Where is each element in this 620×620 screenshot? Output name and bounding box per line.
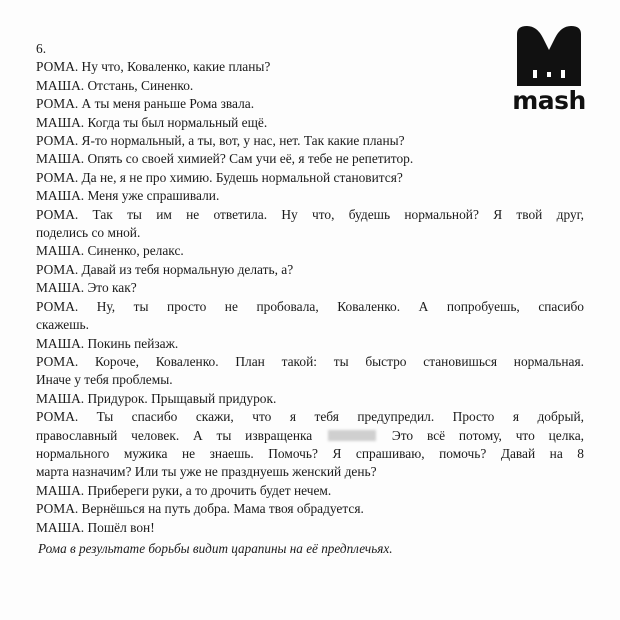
dialogue-line: МАША. Прибереги руки, а то дрочить будет нечем. [36,482,332,498]
scene-number: 6. [36,41,47,56]
dialogue-line: МАША. Это как? [36,280,137,296]
dialogue-line: Иначе у тебя проблемы. [36,372,173,388]
redacted-word [328,430,376,441]
dialogue-line: МАША. Покинь пейзаж. [36,335,179,351]
dialogue-line: РОМА. Давай из тебя нормальную делать, а? [36,261,294,277]
dialogue-line: скажешь. [36,317,89,333]
dialogue-line: РОМА. Да не, я не про химию. Будешь нормальной становится? [36,169,403,185]
dialogue-line: МАША. Меня уже спрашивали. [36,188,220,204]
stage-direction: Рома в результате борьбы видит царапины на её предплечьях. [38,541,393,556]
dialogue-line: МАША. Пошёл вон! [36,519,155,535]
dialogue-line: РОМА. Вернёшься на путь добра. Мама твоя обрадуется. [36,501,364,517]
dialogue-line: РОМА. Так ты им не ответила. Ну что, будешь нормальной? Я твой друг, [36,206,584,222]
dialogue-line: марта назначим? Или ты уже не празднуешь женский день? [36,464,377,480]
dialogue-line: РОМА. Ну что, Коваленко, какие планы? [36,59,271,75]
dialogue-line: РОМА. Ты спасибо скажи, что я тебя предупредил. Просто я добрый, [36,409,584,425]
dialogue-line: МАША. Опять со своей химией? Сам учи её, я тебе не репетитор. [36,151,414,167]
dialogue-line: МАША. Придурок. Прыщавый придурок. [36,390,277,406]
dialogue-line-redacted [36,427,584,445]
dialogue-line: МАША. Отстань, Синенко. [36,77,194,93]
dialogue-block-2 [36,445,584,537]
redacted-line-after: Это всё потому, что целка, [391,427,584,443]
script-text [36,40,584,537]
dialogue-line: РОМА. Я-то нормальный, а ты, вот, у нас, нет. Так какие планы? [36,133,405,149]
dialogue-line: МАША. Синенко, релакс. [36,243,184,259]
dialogue-line: РОМА. Ну, ты просто не пробовала, Коваленко. А попробуешь, спасибо [36,298,584,314]
redacted-line-before: православный человек. А ты извращенка [36,427,313,443]
dialogue-line: нормального мужика не знаешь. Помочь? Я спрашиваю, помочь? Давай на 8 [36,445,584,461]
dialogue-line: РОМА. А ты меня раньше Рома звала. [36,96,255,112]
mash-logo-text: mash [512,86,586,115]
dialogue-line: поделись со мной. [36,225,141,241]
dialogue-block-1 [36,58,584,426]
dialogue-line: РОМА. Короче, Коваленко. План такой: ты быстро становишься нормальная. [36,353,584,369]
dialogue-line: МАША. Когда ты был нормальный ещё. [36,114,268,130]
